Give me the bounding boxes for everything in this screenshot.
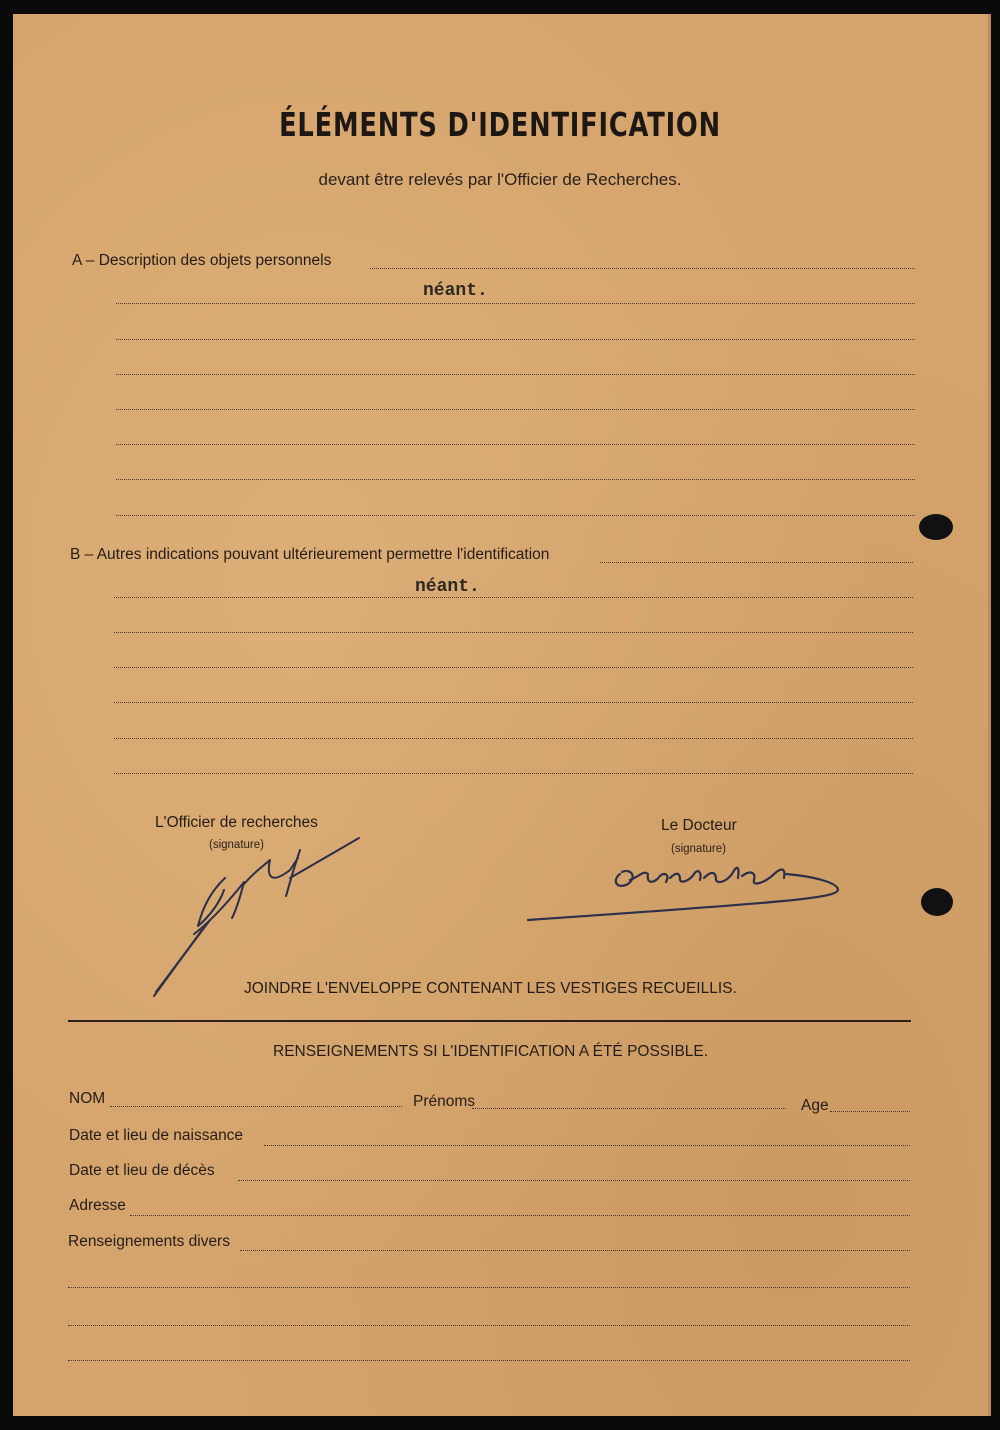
nom-line (110, 1106, 402, 1107)
section-a-value: néant. (423, 281, 488, 301)
section-a-line (370, 268, 915, 269)
section-a-line (116, 479, 915, 480)
punch-hole-bottom (921, 888, 953, 916)
section-b-line (114, 738, 913, 739)
punch-hole-top (919, 514, 953, 540)
section-b-value: néant. (415, 577, 480, 597)
naissance-label: Date et lieu de naissance (69, 1127, 244, 1144)
section-b-line (114, 702, 913, 703)
section-b-line (114, 773, 913, 774)
divers-label: Renseignements divers (68, 1233, 230, 1250)
section-a-line (116, 303, 915, 304)
doctor-signature-caption: (signature) (671, 843, 726, 855)
instruction-text: JOINDRE L'ENVELOPPE CONTENANT LES VESTIGES RECUEILLIS. (244, 980, 737, 997)
section-a-line (116, 409, 915, 410)
section-a-line (116, 515, 915, 516)
section-a-line (116, 339, 915, 340)
section-a-line (116, 444, 915, 445)
officer-label: L'Officier de recherches (155, 814, 318, 831)
divers-line (68, 1360, 910, 1361)
deces-label: Date et lieu de décès (69, 1162, 215, 1179)
divers-line (68, 1325, 910, 1326)
nom-label: NOM (69, 1090, 106, 1107)
doctor-label: Le Docteur (661, 817, 737, 834)
prenoms-line (472, 1108, 786, 1109)
naissance-line (264, 1145, 910, 1146)
identification-heading: RENSEIGNEMENTS SI L'IDENTIFICATION A ÉTÉ POSSIBLE. (273, 1043, 709, 1060)
form-sheet (13, 14, 991, 1416)
section-b-line (114, 632, 913, 633)
divers-line (68, 1287, 910, 1288)
section-b-label: B – Autres indications pouvant ultérieurement permettre l'identification (70, 546, 550, 563)
section-a-line (116, 374, 915, 375)
divers-line (240, 1250, 910, 1251)
adresse-line (130, 1215, 910, 1216)
officer-signature-caption: (signature) (209, 839, 264, 851)
deces-line (238, 1180, 910, 1181)
section-b-line (600, 562, 913, 563)
form-subtitle: devant être relevés par l'Officier de Recherches. (318, 170, 682, 189)
age-label: Age (801, 1097, 829, 1114)
doctor-signature (520, 850, 850, 930)
age-line (830, 1111, 910, 1112)
separator-rule (68, 1020, 911, 1022)
section-b-line (114, 667, 913, 668)
form-title: ÉLÉMENTS D'IDENTIFICATION (279, 105, 721, 144)
adresse-label: Adresse (69, 1197, 126, 1214)
section-a-label: A – Description des objets personnels (72, 252, 332, 269)
prenoms-label: Prénoms (413, 1093, 476, 1110)
section-b-line (114, 597, 913, 598)
